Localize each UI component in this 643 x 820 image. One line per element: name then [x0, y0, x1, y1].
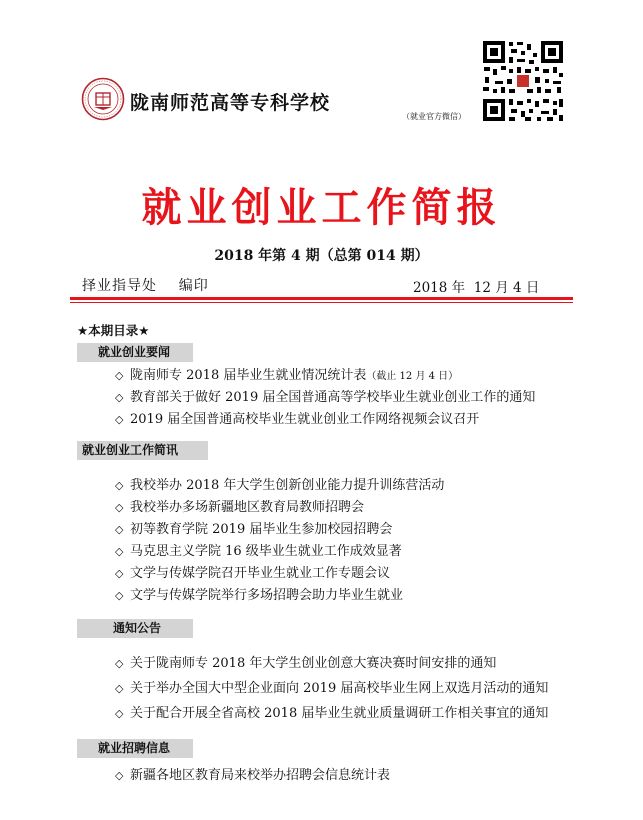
toc-item[interactable] — [115, 654, 496, 674]
diamond-bullet-icon: ◇ — [115, 523, 124, 536]
diamond-bullet-icon: ◇ — [115, 682, 124, 695]
issue-date: 2018 年 12 月 4 日 — [413, 280, 540, 296]
section-title: 通知公告 — [77, 619, 193, 638]
diamond-bullet-icon: ◇ — [115, 657, 124, 670]
toc-item-text: 关于举办全国大中型企业面向 2019 届高校毕业生网上双选月活动的通知 — [130, 681, 549, 696]
diamond-bullet-icon: ◇ — [115, 501, 124, 514]
toc-item-text: 初等教育学院 2019 届毕业生参加校园招聘会 — [130, 522, 393, 537]
header-rule-thin — [70, 302, 573, 303]
school-name: 陇南师范高等专科学校 — [130, 92, 331, 114]
toc-item-text: 我校举办多场新疆地区教育局教师招聘会 — [130, 500, 365, 515]
header-rule-thick — [70, 297, 573, 300]
toc-item[interactable] — [115, 476, 444, 496]
school-seal-icon — [81, 77, 125, 121]
qr-code-icon — [481, 39, 565, 123]
toc-item[interactable] — [115, 542, 402, 562]
editor-line: 择业指导处 编印 — [82, 278, 209, 294]
toc-item[interactable] — [115, 679, 548, 699]
diamond-bullet-icon: ◇ — [115, 479, 124, 492]
toc-item-text: 关于配合开展全省高校 2018 届毕业生就业质量调研工作相关事宜的通知 — [130, 706, 549, 721]
toc-item[interactable] — [115, 586, 403, 606]
toc-item-text: 新疆各地区教育局来校举办招聘会信息统计表 — [130, 768, 391, 783]
toc-item-text: 马克思主义学院 16 级毕业生就业工作成效显著 — [130, 544, 402, 559]
issue-number: 2018 年第 4 期（总第 014 期） — [214, 248, 429, 264]
bulletin-title: 就业创业工作简报 — [141, 185, 502, 231]
toc-item[interactable] — [115, 388, 535, 408]
toc-item[interactable] — [115, 410, 479, 430]
toc-item[interactable] — [115, 564, 390, 584]
toc-item[interactable] — [115, 766, 390, 786]
toc-item-text: 教育部关于做好 2019 届全国普通高等学校毕业生就业创业工作的通知 — [130, 390, 536, 405]
section-title: 就业招聘信息 — [77, 739, 193, 758]
toc-item-text: 文学与传媒学院举行多场招聘会助力毕业生就业 — [130, 588, 404, 603]
diamond-bullet-icon: ◇ — [115, 707, 124, 720]
toc-item-note: （截止 12 月 4 日） — [366, 371, 459, 382]
diamond-bullet-icon: ◇ — [115, 589, 124, 602]
toc-item[interactable] — [115, 704, 548, 724]
toc-item[interactable] — [115, 498, 364, 518]
section-title: 就业创业要闻 — [77, 343, 193, 362]
toc-item-text: 文学与传媒学院召开毕业生就业工作专题会议 — [130, 566, 391, 581]
toc-item[interactable] — [115, 520, 392, 540]
toc-label: ★本期目录★ — [77, 323, 150, 338]
toc-item-text: 我校举办 2018 年大学生创新创业能力提升训练营活动 — [130, 478, 445, 493]
diamond-bullet-icon: ◇ — [115, 391, 124, 404]
diamond-bullet-icon: ◇ — [115, 369, 124, 382]
diamond-bullet-icon: ◇ — [115, 413, 124, 426]
diamond-bullet-icon: ◇ — [115, 567, 124, 580]
toc-item-text: 关于陇南师专 2018 年大学生创业创意大赛决赛时间安排的通知 — [130, 656, 497, 671]
section-title: 就业创业工作简讯 — [77, 441, 208, 460]
diamond-bullet-icon: ◇ — [115, 545, 124, 558]
toc-item-text: 陇南师专 2018 届毕业生就业情况统计表 — [130, 368, 367, 383]
toc-item-text: 2019 届全国普通高校毕业生就业创业工作网络视频会议召开 — [130, 412, 480, 427]
qr-caption: （就业官方微信） — [402, 112, 466, 121]
diamond-bullet-icon: ◇ — [115, 769, 124, 782]
toc-item[interactable] — [115, 366, 458, 386]
